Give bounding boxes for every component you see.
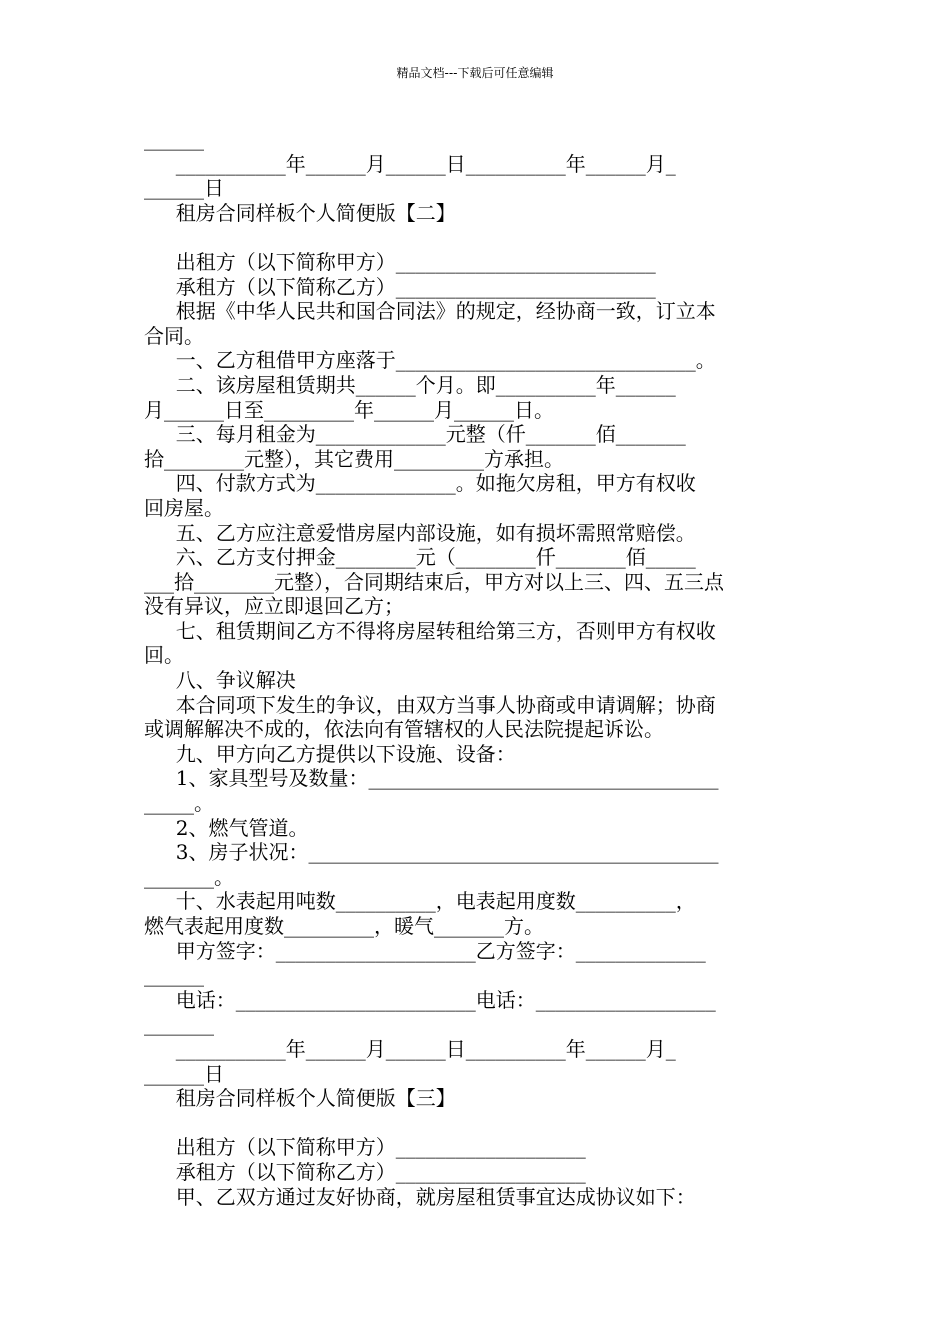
text-line: 拾________元整），其它费用_________方承担。 — [144, 446, 564, 471]
clause-4: 四、付款方式为______________。如拖欠房租，甲方有权收 — [144, 471, 696, 496]
text-line: 甲、乙双方通过友好协商，就房屋租赁事宜达成协议如下： — [144, 1184, 696, 1209]
text-line: 1、家具型号及数量：___________________________________ — [144, 766, 719, 791]
text-line: _______ — [144, 1012, 214, 1037]
document-body — [144, 127, 808, 1209]
clause-1: 一、乙方租借甲方座落于______________________________。 — [144, 348, 716, 373]
section-title: 租房合同样板个人简便版【三】 — [144, 1086, 456, 1111]
lessor-line: 出租方（以下简称甲方）__________________________ — [144, 249, 656, 274]
clause-8: 八、争议解决 — [144, 668, 296, 693]
text-line: 月______日至_________年______月______日。 — [144, 397, 554, 422]
text-line: _______。 — [144, 864, 234, 889]
signature-line: 甲方签字：____________________乙方签字：_____________ — [144, 938, 706, 963]
clause-9: 九、甲方向乙方提供以下设施、设备： — [144, 741, 516, 766]
page-header: 精品文档---下载后可任意编辑 — [396, 66, 554, 80]
lessor-line: 出租方（以下简称甲方）___________________ — [144, 1135, 586, 1160]
text-line: ___拾________元整），合同期结束后，甲方对以上三、四、五三点 — [144, 569, 724, 594]
clause-3: 三、每月租金为_____________元整（仟_______佰_______ — [144, 422, 686, 447]
text-line: ______日 — [144, 176, 224, 201]
text-line: ______ — [144, 963, 204, 988]
text-line: 或调解解决不成的，依法向有管辖权的人民法院提起诉讼。 — [144, 717, 664, 742]
text-line: ______日 — [144, 1061, 224, 1086]
text-line: 3、房子状况：_________________________________________ — [144, 840, 719, 865]
lessee-line: 承租方（以下简称乙方）__________________________ — [144, 274, 656, 299]
lessee-line: 承租方（以下简称乙方）___________________ — [144, 1159, 586, 1184]
text-line: 燃气表起用度数_________，暖气_______方。 — [144, 914, 544, 938]
blank-line — [144, 1111, 808, 1136]
text-line: 根据《中华人民共和国合同法》的规定，经协商一致，订立本 — [144, 299, 716, 324]
clause-5: 五、乙方应注意爱惜房屋内部设施，如有损坏需照常赔偿。 — [144, 520, 696, 545]
text-line: _____。 — [144, 791, 214, 816]
clause-7: 七、租赁期间乙方不得将房屋转租给第三方，否则甲方有权收 — [144, 618, 716, 643]
clause-10: 十、水表起用吨数__________，电表起用度数__________， — [144, 889, 696, 914]
text-line: 没有异议，应立即退回乙方； — [144, 594, 404, 619]
clause-2: 二、该房屋租赁期共______个月。即__________年______ — [144, 372, 676, 397]
date-signature-line: ___________年______月______日__________年______月_ — [144, 1036, 676, 1061]
section-title: 租房合同样板个人简便版【二】 — [144, 200, 456, 225]
text-line: 合同。 — [144, 323, 204, 348]
text-line: ______ — [144, 127, 204, 151]
text-line: 2、燃气管道。 — [144, 815, 309, 840]
clause-6: 六、乙方支付押金________元（________仟_______佰_____ — [144, 545, 696, 570]
text-line: 回房屋。 — [144, 495, 224, 520]
date-signature-line: ___________年______月______日__________年______月_ — [144, 151, 676, 176]
blank-line — [144, 225, 808, 250]
phone-line: 电话：________________________电话：__________________ — [144, 987, 716, 1012]
text-line: 回。 — [144, 643, 184, 668]
text-line: 本合同项下发生的争议，由双方当事人协商或申请调解；协商 — [144, 692, 716, 717]
